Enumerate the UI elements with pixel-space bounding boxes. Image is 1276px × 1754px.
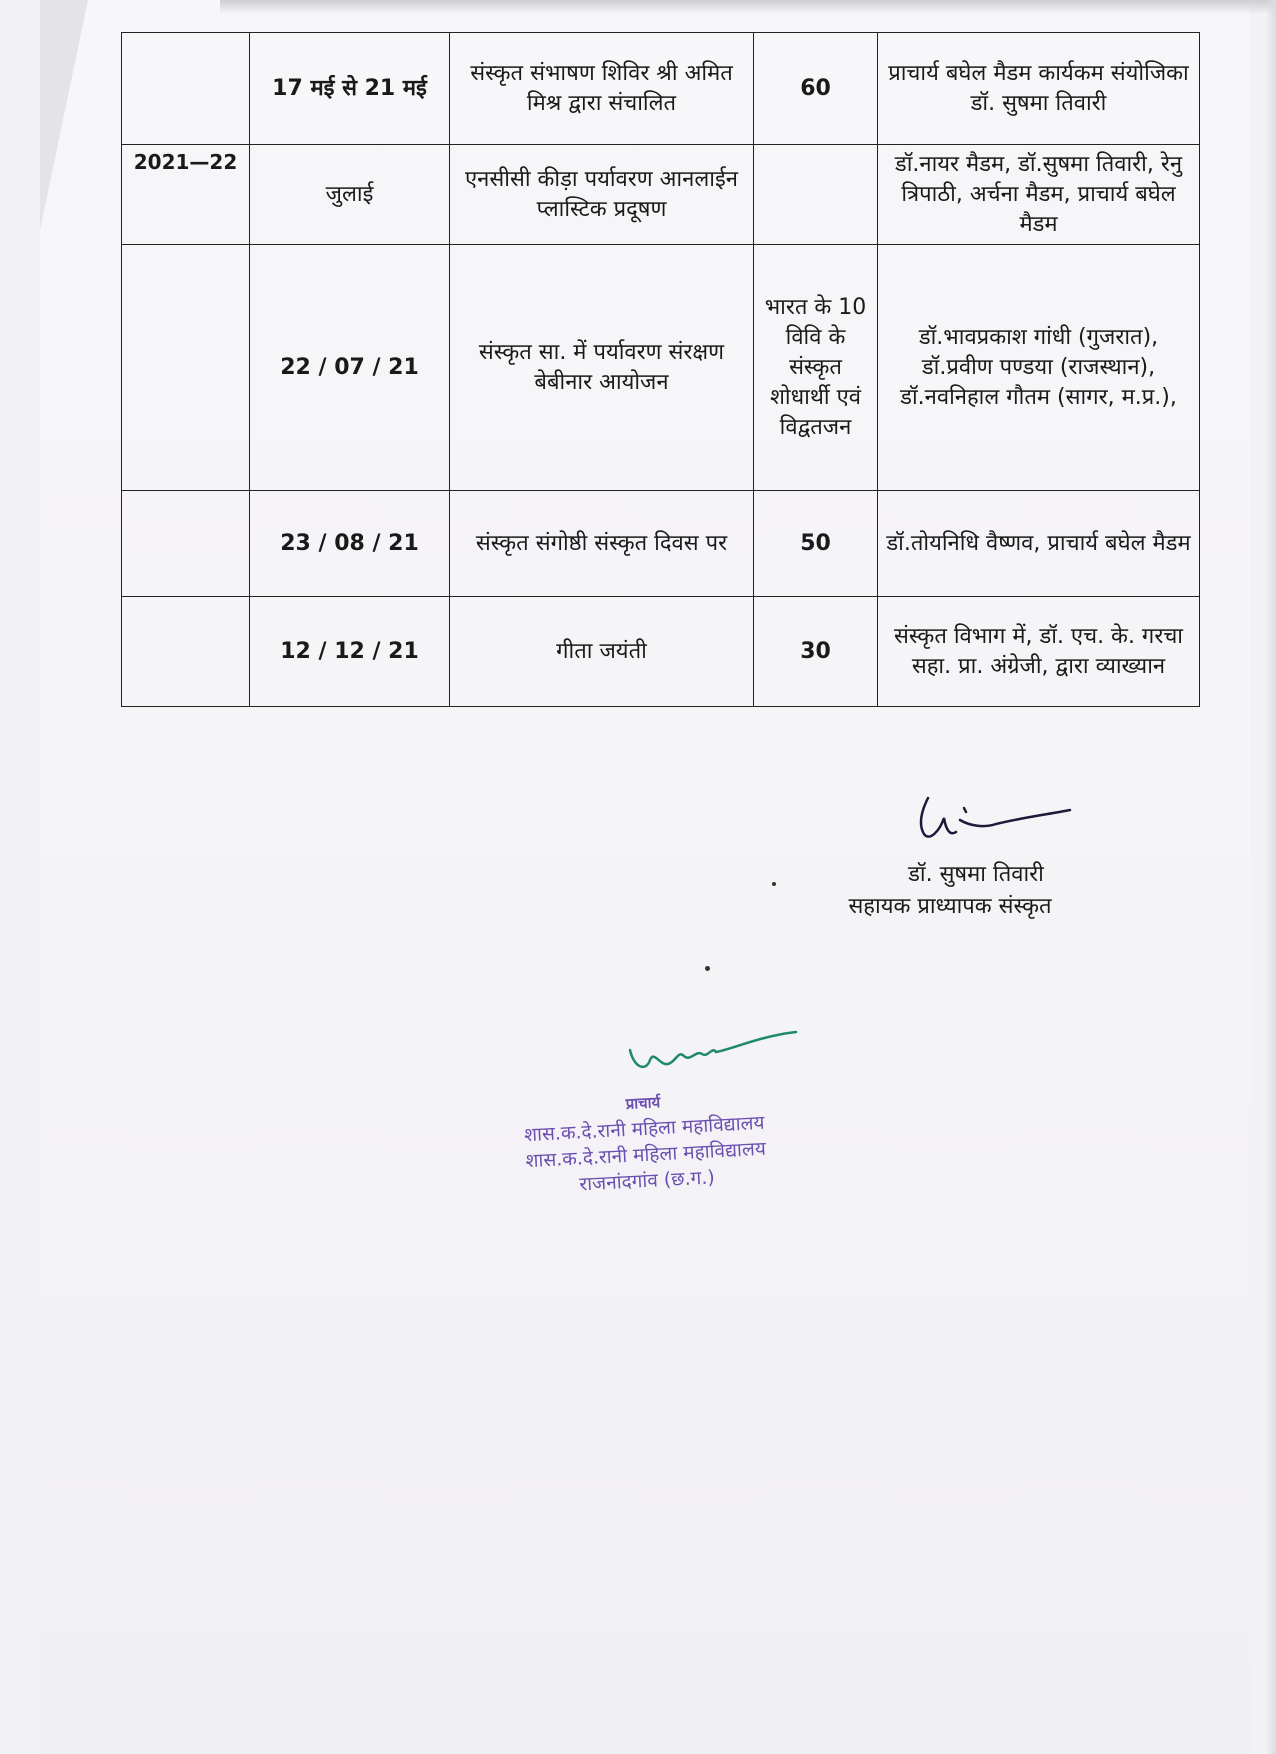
principal-stamp <box>492 1082 797 1202</box>
participants-cell: 30 <box>754 597 878 707</box>
signature-mark <box>900 790 1090 850</box>
remarks-cell: डॉ.नायर मैडम, डॉ.सुषमा तिवारी, रेनु त्रिपाठी, अर्चना मैडम, प्राचार्य बघेल मैडम <box>878 145 1200 245</box>
top-edge-shadow <box>220 0 1276 14</box>
table-row <box>122 33 1200 145</box>
date-cell: जुलाई <box>250 145 450 245</box>
table-row <box>122 491 1200 597</box>
year-cell <box>122 33 250 145</box>
year-cell <box>122 597 250 707</box>
year-cell <box>122 491 250 597</box>
right-edge-shadow <box>1266 0 1276 1754</box>
participants-cell: भारत के 10 विवि के संस्कृत शोधार्थी एवं विद्वतजन <box>754 245 878 491</box>
signatory-name: डॉ. सुषमा तिवारी <box>908 862 1044 887</box>
date-cell: 17 मई से 21 मई <box>250 33 450 145</box>
remarks-cell: प्राचार्य बघेल मैडम कार्यकम संयोजिका डॉ. सुषमा तिवारी <box>878 33 1200 145</box>
remarks-cell: संस्कृत विभाग में, डॉ. एच. के. गरचा सहा. प्रा. अंग्रेजी, द्वारा व्याख्यान <box>878 597 1200 707</box>
activity-cell: संस्कृत संभाषण शिविर श्री अमित मिश्र द्वारा संचालित <box>450 33 754 145</box>
stamp-line: शास.क.दे.रानी महिला महाविद्यालय <box>523 1111 766 1147</box>
table-row <box>122 245 1200 491</box>
signatory-title: सहायक प्राध्यापक संस्कृत <box>848 894 1052 919</box>
activity-cell: संस्कृत संगोष्ठी संस्कृत दिवस पर <box>450 491 754 597</box>
stamp-line: राजनांदगांव (छ.ग.) <box>578 1166 716 1196</box>
remarks-cell: डॉ.तोयनिधि वैष्णव, प्राचार्य बघेल मैडम <box>878 491 1200 597</box>
scan-speck <box>705 966 710 971</box>
activity-cell: संस्कृत सा. में पर्यावरण संरक्षण बेबीनार आयोजन <box>450 245 754 491</box>
participants-cell: 60 <box>754 33 878 145</box>
activity-cell: एनसीसी कीड़ा पर्यावरण आनलाईन प्लास्टिक प्रदूषण <box>450 145 754 245</box>
remarks-cell: डॉ.भावप्रकाश गांधी (गुजरात), डॉ.प्रवीण पण्डया (राजस्थान), डॉ.नवनिहाल गौतम (सागर, म.प्र.), <box>878 245 1200 491</box>
stamp-line: शास.क.दे.रानी महिला महाविद्यालय <box>524 1137 767 1173</box>
date-cell: 23 / 08 / 21 <box>250 491 450 597</box>
participants-cell: 50 <box>754 491 878 597</box>
activity-cell: गीता जयंती <box>450 597 754 707</box>
year-cell <box>122 245 250 491</box>
date-cell: 22 / 07 / 21 <box>250 245 450 491</box>
principal-signature-mark <box>620 1020 800 1090</box>
table-row <box>122 145 1200 245</box>
participants-cell <box>754 145 878 245</box>
activities-table <box>121 32 1200 707</box>
date-cell: 12 / 12 / 21 <box>250 597 450 707</box>
table-row <box>122 597 1200 707</box>
year-cell: 2021—22 <box>122 145 250 245</box>
stamp-heading: प्राचार्य <box>625 1093 661 1113</box>
scan-speck <box>772 882 776 886</box>
folded-corner <box>40 0 88 230</box>
